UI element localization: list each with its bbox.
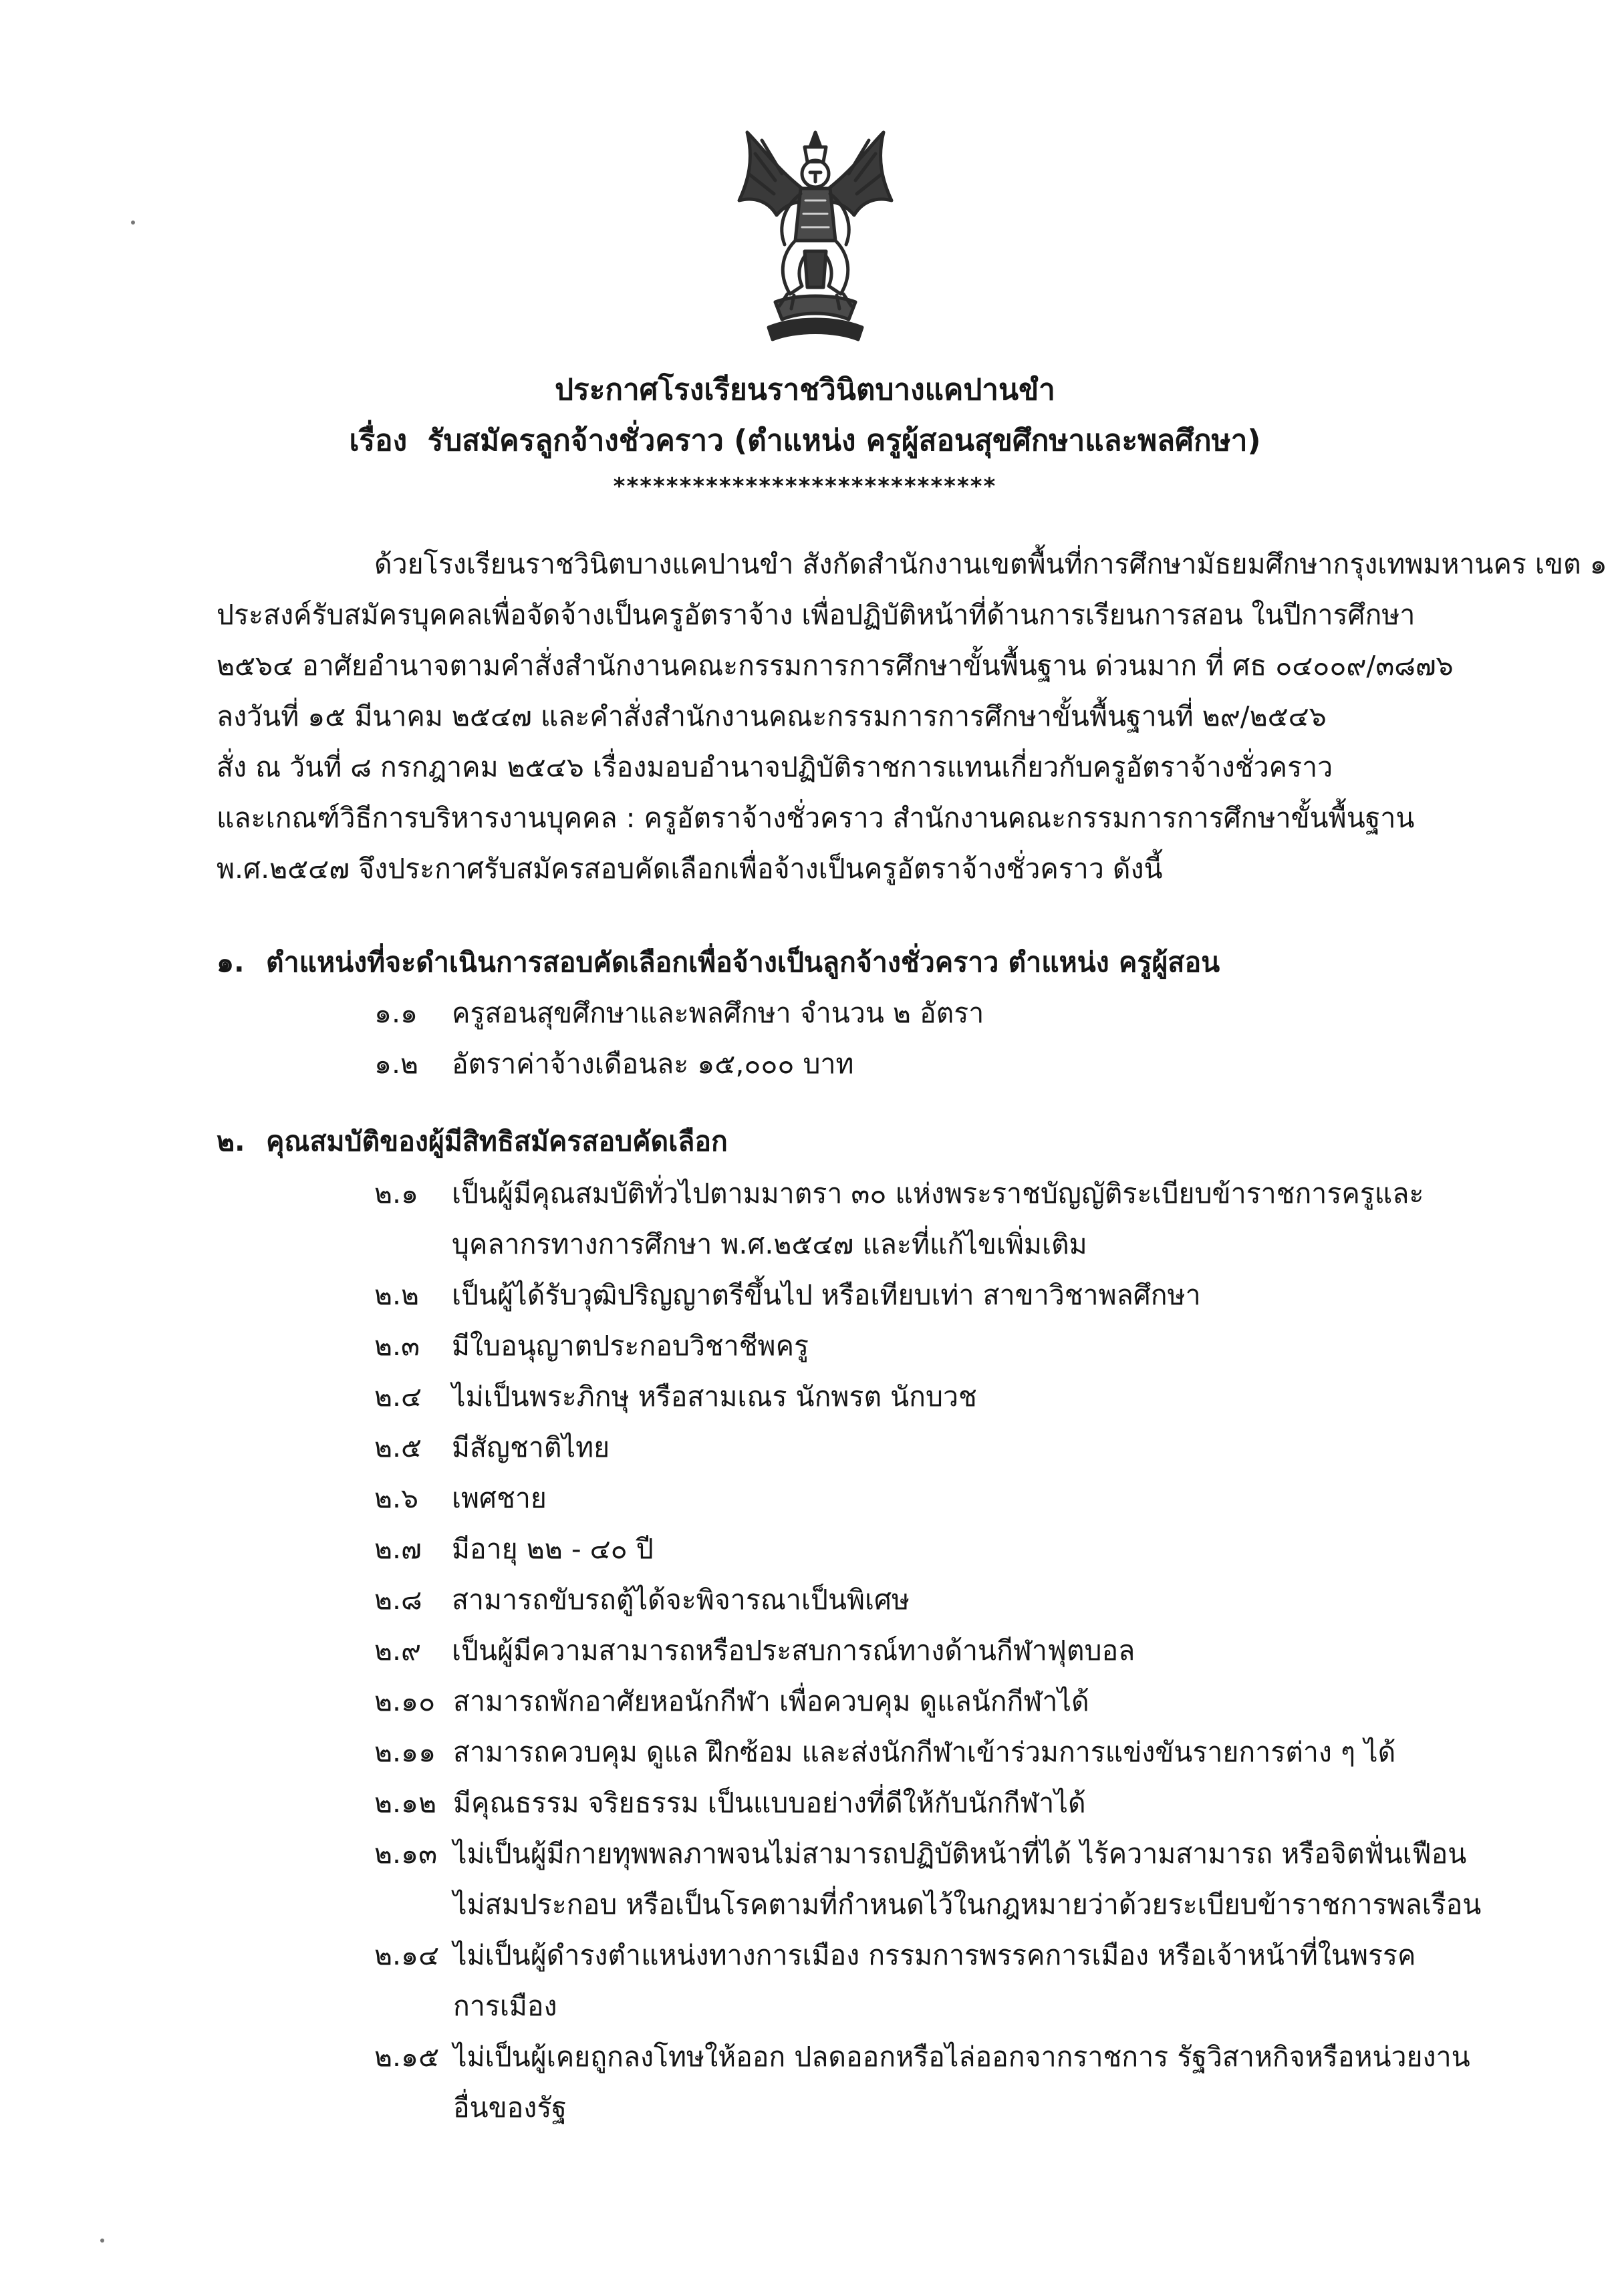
item-number: ๑.๒ <box>374 1048 419 1080</box>
item-number: ๒.๙ <box>374 1634 422 1667</box>
section2-title: คุณสมบัติของผู้มีสิทธิสมัครสอบคัดเลือก <box>266 1125 728 1157</box>
intro-line: ลงวันที่ ๑๕ มีนาคม ๒๕๔๗ และคำสั่งสำนักงานคณะกรรมการการศึกษาขั้นพื้นฐานที่ ๒๙/๒๕๔๖ <box>217 700 1327 732</box>
item-text: อัตราค่าจ้างเดือนละ ๑๕,๐๐๐ บาท <box>452 1048 854 1080</box>
intro-line: พ.ศ.๒๕๔๗ จึงประกาศรับสมัครสอบคัดเลือกเพื่อจ้างเป็นครูอัตราจ้างชั่วคราว ดังนี้ <box>217 853 1163 885</box>
list-item <box>374 1832 1466 1876</box>
item-text: ไม่เป็นผู้เคยถูกลงโทษให้ออก ปลดออกหรือไล่ออกจากราชการ รัฐวิสาหกิจหรือหน่วยงาน <box>453 2041 1470 2073</box>
list-item <box>374 1731 1395 1774</box>
intro-line: สั่ง ณ วันที่ ๘ กรกฎาคม ๒๕๔๖ เรื่องมอบอำนาจปฏิบัติราชการแทนเกี่ยวกับครูอัตราจ้างชั่วคราว <box>217 751 1333 783</box>
section2-heading <box>217 1120 728 1163</box>
item-text: เป็นผู้ได้รับวุฒิปริญญาตรีขึ้นไป หรือเทียบเท่า สาขาวิชาพลศึกษา <box>452 1279 1201 1311</box>
list-item <box>374 1680 1089 1723</box>
item-number: ๒.๑๑ <box>374 1736 436 1768</box>
item-number: ๒.๗ <box>374 1533 422 1565</box>
list-item <box>374 1934 1416 1977</box>
item-text: ไม่เป็นผู้มีกายทุพพลภาพจนไม่สามารถปฏิบัติหน้าที่ได้ ไร้ความสามารถ หรือจิตฟั่นเฟือน <box>453 1838 1467 1870</box>
item-number: ๒.๑ <box>374 1177 419 1209</box>
intro-line: ประสงค์รับสมัครบุคคลเพื่อจัดจ้างเป็นครูอัตราจ้าง เพื่อปฏิบัติหน้าที่ด้านการเรียนการสอน ในปีการศึกษา <box>217 599 1416 631</box>
scan-speck <box>100 2239 104 2243</box>
item-text: ไม่เป็นพระภิกษุ หรือสามเณร นักพรต นักบวช <box>452 1381 977 1413</box>
intro-line: ๒๕๖๔ อาศัยอำนาจตามคำสั่งสำนักงานคณะกรรมการการศึกษาขั้นพื้นฐาน ด่วนมาก ที่ ศธ ๐๔๐๐๙/๓๘๗๖ <box>217 650 1454 682</box>
scan-speck <box>131 221 135 225</box>
list-item <box>374 1172 1424 1215</box>
subject-text: รับสมัครลูกจ้างชั่วคราว (ตำแหน่ง ครูผู้สอนสุขศึกษาและพลศึกษา) <box>427 424 1261 458</box>
item-continuation: ไม่สมประกอบ หรือเป็นโรคตามที่กำหนดไว้ในกฎหมายว่าด้วยระเบียบข้าราชการพลเรือน <box>453 1888 1482 1920</box>
item-continuation: การเมือง <box>453 1990 557 2022</box>
item-text: มีสัญชาติไทย <box>452 1431 610 1463</box>
item-number: ๒.๒ <box>374 1279 420 1311</box>
list-item <box>374 2035 1470 2079</box>
list-item <box>374 1324 809 1368</box>
section1-number: ๑. <box>217 946 245 978</box>
item-number: ๑.๑ <box>374 997 418 1029</box>
list-item <box>374 1528 654 1571</box>
announcement-subject <box>0 417 1610 464</box>
list-item <box>374 1629 1135 1673</box>
item-number: ๒.๓ <box>374 1330 420 1362</box>
item-text: ไม่เป็นผู้ดำรงตำแหน่งทางการเมือง กรรมการพรรคการเมือง หรือเจ้าหน้าที่ในพรรค <box>453 1939 1416 1971</box>
list-item <box>374 1426 610 1469</box>
item-number: ๒.๕ <box>374 1431 422 1463</box>
item-number: ๒.๑๐ <box>374 1685 436 1717</box>
item-number: ๒.๔ <box>374 1381 422 1413</box>
item-text: สามารถพักอาศัยหอนักกีฬา เพื่อควบคุม ดูแลนักกีฬาได้ <box>453 1685 1089 1717</box>
section1-heading <box>217 941 1220 984</box>
item-text: เป็นผู้มีความสามารถหรือประสบการณ์ทางด้านกีฬาฟุตบอล <box>452 1634 1135 1667</box>
item-number: ๒.๑๔ <box>374 1939 440 1971</box>
list-item <box>374 1477 547 1520</box>
item-number: ๒.๑๒ <box>374 1787 437 1819</box>
list-item <box>374 1781 1086 1825</box>
list-item <box>374 1578 910 1622</box>
item-text: สามารถควบคุม ดูแล ฝึกซ้อม และส่งนักกีฬาเข้าร่วมการแข่งขันรายการต่าง ๆ ได้ <box>453 1736 1396 1768</box>
item-number: ๒.๑๕ <box>374 2041 440 2073</box>
item-number: ๒.๖ <box>374 1482 419 1514</box>
announcement-title: ประกาศโรงเรียนราชวินิตบางแคปานขำ <box>555 373 1055 407</box>
item-text: ครูสอนสุขศึกษาและพลศึกษา จำนวน ๒ อัตรา <box>452 997 984 1029</box>
subject-label: เรื่อง <box>349 424 408 458</box>
item-text: มีคุณธรรม จริยธรรม เป็นแบบอย่างที่ดีให้กับนักกีฬาได้ <box>453 1787 1086 1819</box>
item-continuation: อื่นของรัฐ <box>453 2092 567 2124</box>
intro-line: และเกณฑ์วิธีการบริหารงานบุคคล : ครูอัตราจ้างชั่วคราว สำนักงานคณะกรรมการการศึกษาขั้นพื้นฐาน <box>217 802 1415 834</box>
item-text: เพศชาย <box>452 1482 547 1514</box>
list-item <box>374 1042 854 1086</box>
list-item <box>374 1274 1201 1317</box>
item-text: เป็นผู้มีคุณสมบัติทั่วไปตามมาตรา ๓๐ แห่งพระราชบัญญัติระเบียบข้าราชการครูและ <box>452 1177 1424 1209</box>
list-item <box>374 1375 977 1419</box>
item-number: ๒.๑๓ <box>374 1838 438 1870</box>
separator-line: ***************************** <box>613 473 997 500</box>
item-text: มีใบอนุญาตประกอบวิชาชีพครู <box>452 1330 809 1362</box>
list-item <box>374 992 984 1035</box>
item-number: ๒.๘ <box>374 1584 422 1616</box>
item-text: มีอายุ ๒๒ - ๔๐ ปี <box>452 1533 654 1565</box>
section1-title: ตำแหน่งที่จะดำเนินการสอบคัดเลือกเพื่อจ้างเป็นลูกจ้างชั่วคราว ตำแหน่ง ครูผู้สอน <box>266 946 1220 978</box>
item-text: สามารถขับรถตู้ได้จะพิจารณาเป็นพิเศษ <box>452 1584 910 1616</box>
garuda-emblem <box>735 127 896 347</box>
intro-line: ด้วยโรงเรียนราชวินิตบางแคปานขำ สังกัดสำนักงานเขตพื้นที่การศึกษามัธยมศึกษากรุงเทพมหานคร เขต ๑ <box>374 548 1607 580</box>
item-continuation: บุคลากรทางการศึกษา พ.ศ.๒๕๔๗ และที่แก้ไขเพิ่มเติม <box>452 1228 1087 1260</box>
section2-number: ๒. <box>217 1125 245 1157</box>
